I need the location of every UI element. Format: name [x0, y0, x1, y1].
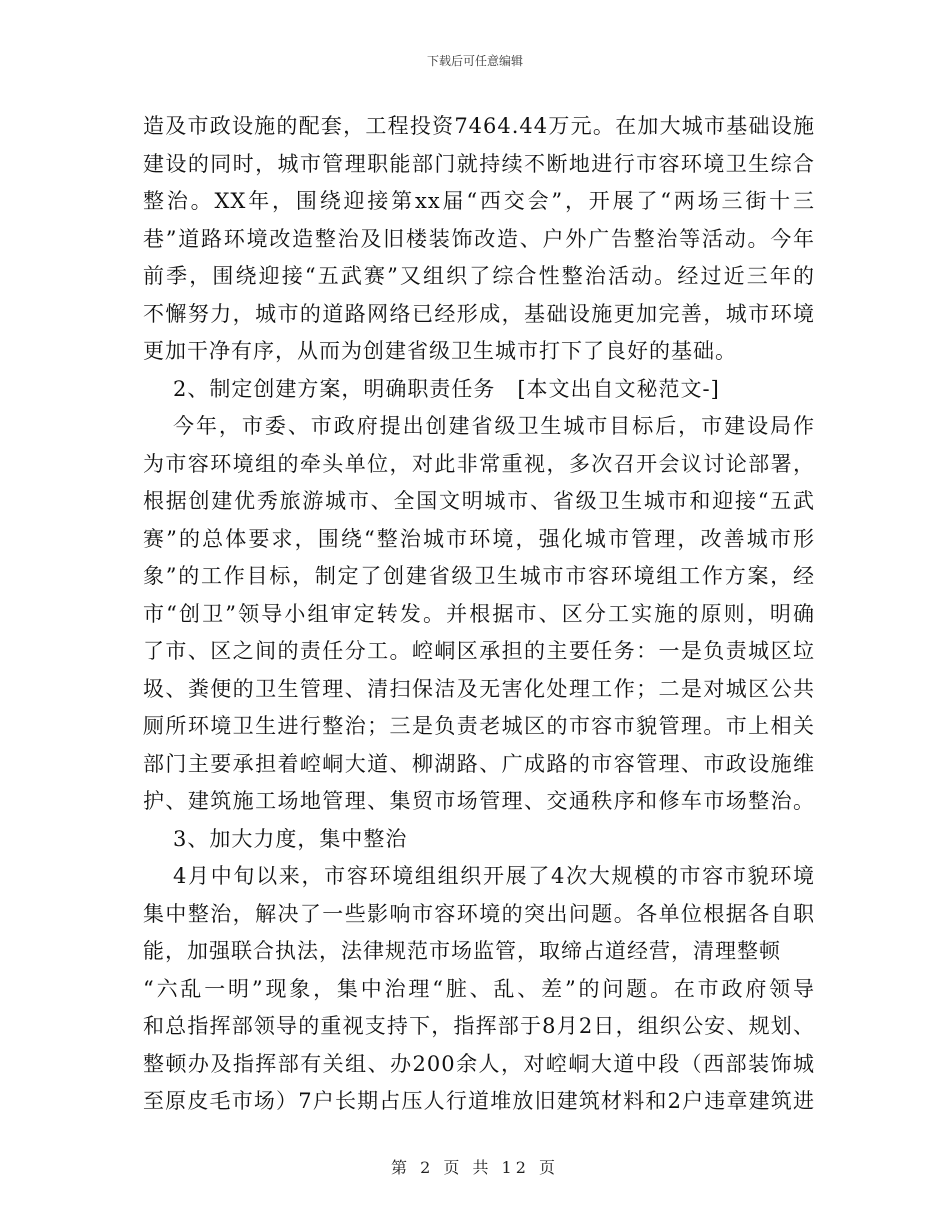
text-line: 前季，围绕迎接“五武赛”又组织了综合性整治活动。经过近三年的 [143, 264, 815, 288]
text-line: 巷”道路环境改造整治及旧楼装饰改造、户外广告整治等活动。今年 [143, 226, 815, 251]
text-line: 圾、粪便的卫生管理、清扫保洁及无害化处理工作；二是对城区公共 [143, 676, 815, 701]
text-line: 今年，市委、市政府提出创建省级卫生城市目标后，市建设局作 [173, 414, 815, 438]
text-line: 能，加强联合执法，法律规范市场监管，取缔占道经营，清理整顿 [143, 939, 781, 963]
text-line: 赛”的总体要求，围绕“整治城市环境，强化城市管理，改善城市形 [143, 526, 815, 551]
page-header-note: 下载后可任意编辑 [426, 54, 523, 68]
text-line: 护、建筑施工场地管理、集贸市场管理、交通秩序和修车市场整治。 [143, 789, 815, 813]
text-line: 根据创建优秀旅游城市、全国文明城市、省级卫生城市和迎接“五武 [143, 489, 815, 513]
text-line: 部门主要承担着崆峒大道、柳湖路、广成路的市容管理、市政设施维 [143, 751, 815, 776]
text-line: 了市、区之间的责任分工。崆峒区承担的主要任务：一是负责城区垃 [143, 639, 815, 663]
text-line: 市“创卫”领导小组审定转发。并根据市、区分工实施的原则，明确 [143, 601, 815, 626]
text-line: 厕所环境卫生进行整治；三是负责老城区的市容市貌管理。市上相关 [143, 714, 815, 738]
text-line: 和总指挥部领导的重视支持下，指挥部于8月2日，组织公安、规划、 [143, 1014, 815, 1038]
text-line: 象”的工作目标，制定了创建省级卫生城市市容环境组工作方案，经 [143, 564, 815, 588]
document-body [143, 108, 815, 1121]
text-line: 整治。XX年，围绕迎接第xx届“西交会”，开展了“两场三街十三 [143, 189, 815, 213]
text-line: 至原皮毛市场）7户长期占压人行道堆放旧建筑材料和2户违章建筑进 [143, 1089, 815, 1113]
page-number: 第 2 页 共 12 页 [391, 1158, 559, 1177]
text-line: 整顿办及指挥部有关组、办200余人，对崆峒大道中段（西部装饰城 [143, 1051, 815, 1076]
text-line: 为市容环境组的牵头单位，对此非常重视，多次召开会议讨论部署， [143, 451, 815, 476]
text-line: 更加干净有序，从而为创建省级卫生城市打下了良好的基础。 [143, 339, 737, 363]
text-line: 建设的同时，城市管理职能部门就持续不断地进行市容环境卫生综合 [143, 151, 815, 176]
section-heading: 3、加大力度，集中整治 [173, 826, 408, 851]
text-line: 集中整治，解决了一些影响市容环境的突出问题。各单位根据各自职 [143, 901, 815, 926]
section-heading: 2、制定创建方案，明确职责任务 [本文出自文秘范文-] [173, 376, 720, 401]
text-line: 造及市政设施的配套，工程投资7464.44万元。在加大城市基础设施 [143, 114, 815, 138]
text-line: 不懈努力，城市的道路网络已经形成，基础设施更加完善，城市环境 [143, 301, 815, 326]
text-line: 4月中旬以来，市容环境组组织开展了4次大规模的市容市貌环境 [173, 864, 815, 888]
text-line: “六乱一明”现象，集中治理“脏、乱、差”的问题。在市政府领导 [143, 976, 815, 1001]
